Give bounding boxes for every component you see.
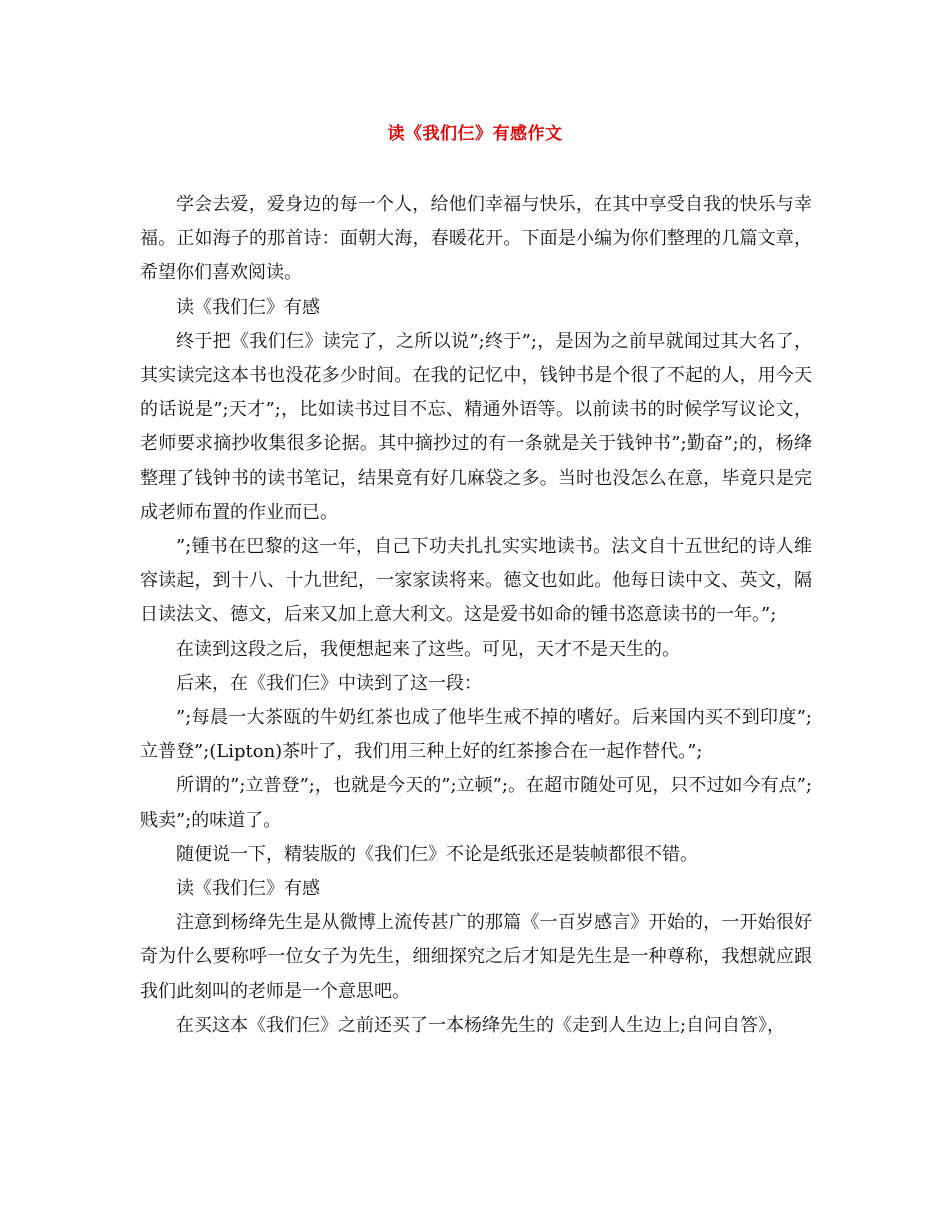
paragraph-quote: ”;锺书在巴黎的这一年，自己下功夫扎扎实实地读书。法文自十五世纪的诗人维容读起，到十八、十九世纪，一家家读将来。德文也如此。他每日读中文、英文，隔日读法文、德文，后来又加上意大利文。这是爱书如命的锺书恣意读书的一年。”; — [140, 536, 812, 626]
paragraph: 在买这本《我们仨》之前还买了一本杨绛先生的《走到人生边上;自问自答》， — [176, 1014, 786, 1036]
section-heading-1: 读《我们仨》有感 — [176, 296, 320, 318]
paragraph: 随便说一下，精装版的《我们仨》不论是纸张还是装帧都很不错。 — [176, 843, 698, 865]
paragraph-intro: 学会去爱，爱身边的每一个人，给他们幸福与快乐，在其中享受自我的快乐与幸福。正如海子的那首诗：面朝大海，春暖花开。下面是小编为你们整理的几篇文章，希望你们喜欢阅读。 — [140, 194, 812, 284]
paragraph: 在读到这段之后，我便想起来了这些。可见，天才不是天生的。 — [176, 638, 680, 660]
article-body — [140, 188, 812, 1043]
paragraph: 终于把《我们仨》读完了，之所以说”;终于”;，是因为之前早就闻过其大名了，其实读完这本书也没花多少时间。在我的记忆中，钱钟书是个很了不起的人，用今天的话说是”;天才”;，比如读书过目不忘、精通外语等。以前读书的时候学写议论文，老师要求摘抄收集很多论据。其中摘抄过的有一条就是关于钱钟书”;勤奋”;的，杨绛整理了钱钟书的读书笔记，结果竟有好几麻袋之多。当时也没怎么在意，毕竟只是完成老师布置的作业而已。 — [140, 330, 812, 523]
paragraph: 注意到杨绛先生是从微博上流传甚广的那篇《一百岁感言》开始的，一开始很好奇为什么要称呼一位女子为先生，细细探究之后才知是先生是一种尊称，我想就应跟我们此刻叫的老师是一个意思吧。 — [140, 912, 812, 1002]
paragraph: 后来，在《我们仨》中读到了这一段： — [176, 672, 482, 694]
section-heading-2: 读《我们仨》有感 — [176, 878, 320, 900]
page-title: 读《我们仨》有感作文 — [387, 124, 563, 144]
paragraph: 所谓的”;立普登”;，也就是今天的”;立顿”;。在超市随处可见，只不过如今有点”;贱卖”;的味道了。 — [140, 775, 812, 831]
paragraph-quote: ”;每晨一大茶瓯的牛奶红茶也成了他毕生戒不掉的嗜好。后来国内买不到印度”;立普登”;(Lipton)茶叶了，我们用三种上好的红茶掺合在一起作替代。”; — [140, 707, 812, 763]
